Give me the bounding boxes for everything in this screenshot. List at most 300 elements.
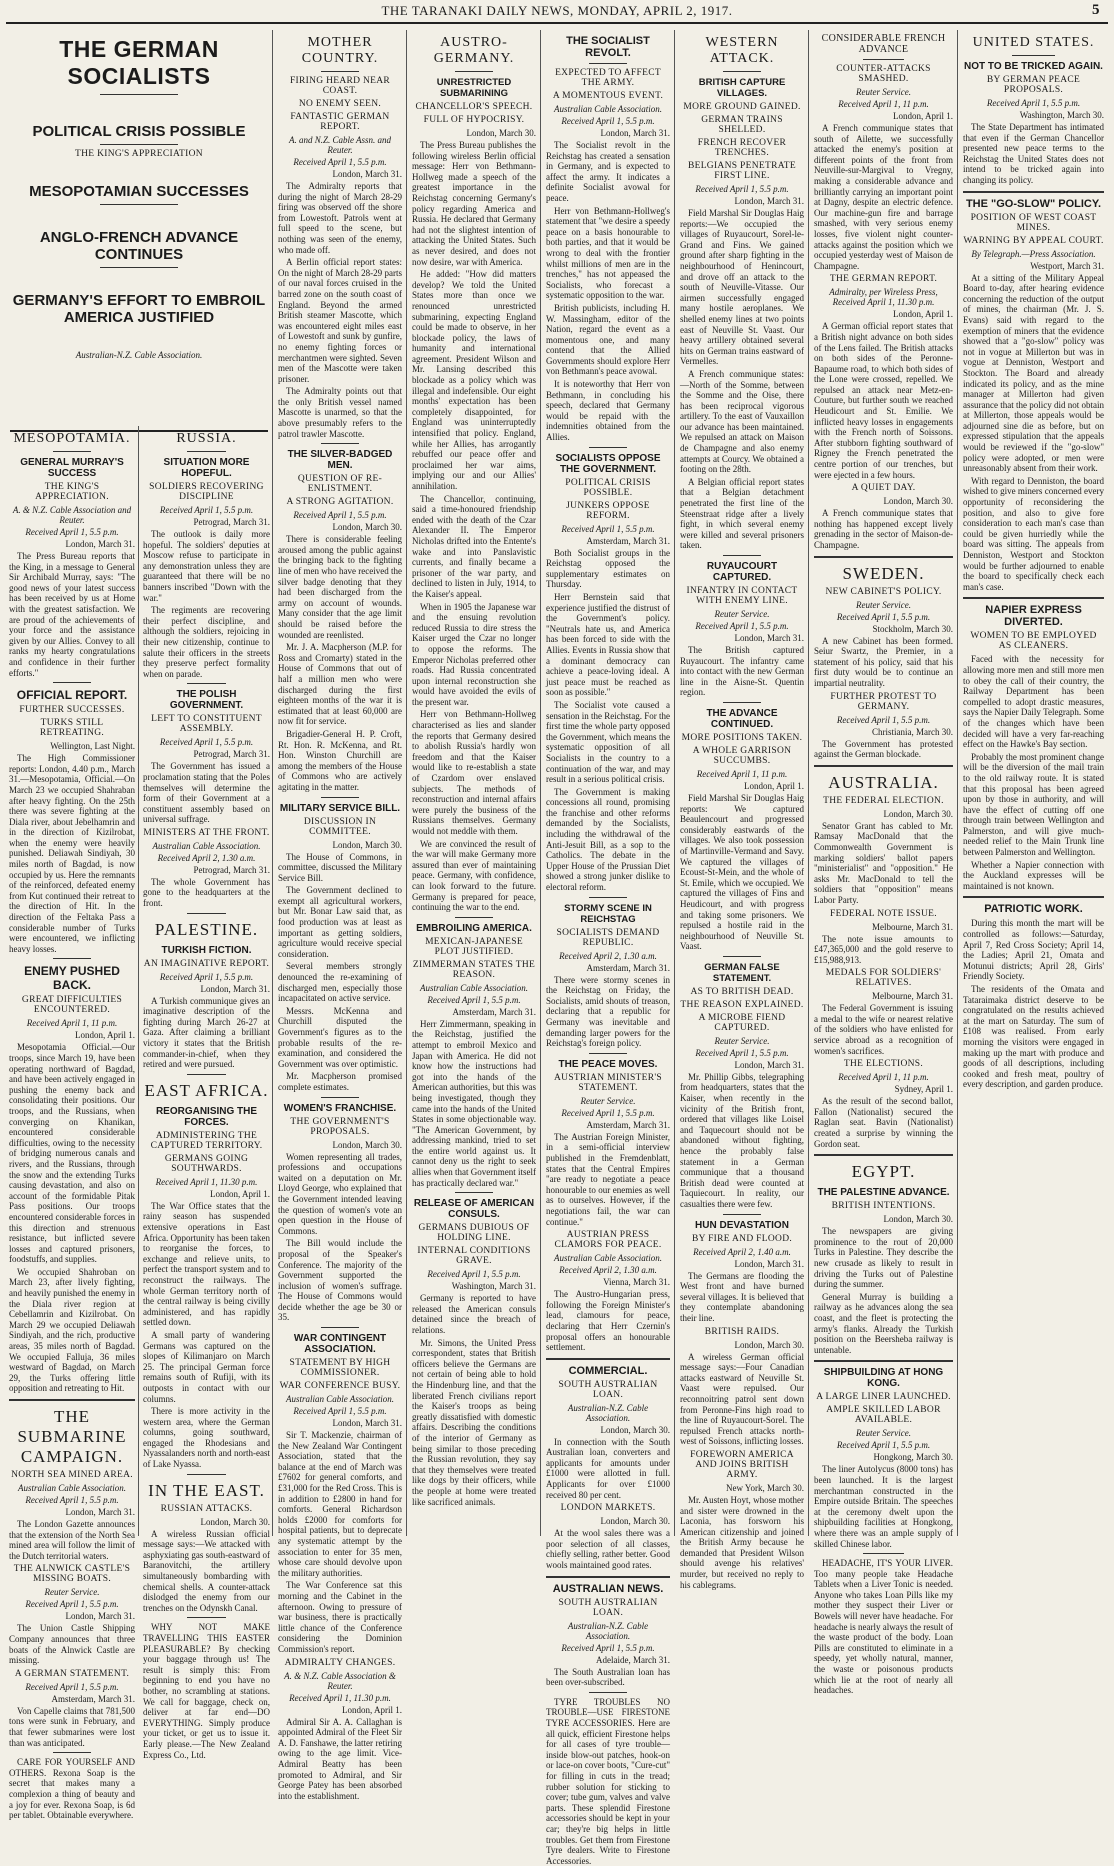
captured-territory-sub: ADMINISTERING THE CAPTURED TERRITORY. [150, 1130, 263, 1151]
column-8 [959, 30, 1108, 1536]
momentous-event-sub: A MOMENTOUS EVENT. [552, 91, 664, 101]
american-consuls-heading: RELEASE OF AMERICAN CONSULS. [413, 1198, 535, 1221]
zimmerman-reason-sub: ZIMMERMAN STATES THE REASON. [412, 959, 536, 980]
col5-received-5: Received April 2, 1.30 a.m. [559, 1265, 657, 1276]
admiralty-changes-heading: ADMIRALTY CHANGES. [284, 1657, 396, 1668]
poles-proclamation-text: The Government has issued a proclamation stating that the Poles themselves will determine the form of their Government at a constituent assembly based on universal suffrage. [143, 761, 270, 825]
soldiers-discipline-sub: SOLDIERS RECOVERING DISCIPLINE [149, 482, 264, 502]
col5-received: Received April 1, 5.5 p.m. [561, 116, 655, 126]
col5-agency-8: Australian-N.Z. Cable Association. [567, 1620, 649, 1641]
col2-agency-3: Australian Cable Association. [152, 840, 261, 851]
express-company-advert: WHY NOT MAKE TRAVELLING THIS EASTER PLEASURABLE? By checking your baggage through us! The result is simply this: From beginning to end you have no bother, no scrambling at stations. We call for baggage, check on, deliver at far end—DO EVERYTHING. Simply produce your ticket, or get us to issue it. Early please.—The New Zealand Express Co., Ltd. [143, 1622, 270, 1760]
col7-dateline-10: London, March 30. [883, 1214, 953, 1225]
east-africa-heading: EAST AFRICA. [144, 1080, 269, 1100]
col1-received: Received April 1, 5.5 p.m. [25, 527, 119, 537]
col2-dateline: Petrograd, March 31. [193, 517, 270, 527]
col4-received-2: Received April 1, 5.5 p.m. [427, 994, 521, 1005]
col5-agency: Australian Cable Association. [553, 104, 663, 114]
war-office-text: The War Office states that the rainy season has suspended extensive operations in East Africa. Opportunity has been taken to reorganise the forces, to exchange and relieve units, to perfect the transport system and to reconstruct the railways. The whole German territory north of the central railway is being civilly administered, and has rapidly settled down. [143, 1200, 270, 1328]
commons-committee-text: The House of Commons, in committee, discussed the Military Service Bill. [278, 851, 402, 883]
medals-heading: MEDALS FOR SOLDIERS' RELATIVES. [825, 968, 942, 989]
mascotte-text: The Admiralty points out that the only British vessel named Mascotte is unarmed, so that the above presumably refers to the patrol trawler Mascotte. [278, 386, 402, 439]
col4-received-3: Received April 1, 5.5 p.m. [427, 1269, 521, 1280]
belgians-penetrate-sub: BELGIANS PENETRATE FIRST LINE. [687, 161, 797, 181]
autolycus-text: The liner Autolycus (8000 tons) has been launched. It is the largest merchantman constructed in the Empire outside Britain. The speeches at the ceremony dwelt upon the shipbuilding facilities at Hongkong, where there was an ample supply of skilled Chinese labor. [814, 1464, 953, 1549]
disputed-figures-text: Messrs. McKenna and Churchill disputed the Government's figures as to the probable results of the re-examination, and considered the Government was over optimistic. [278, 1005, 402, 1069]
united-states-heading: UNITED STATES. [972, 35, 1095, 50]
col1-dateline-3: London, April 1. [75, 1030, 135, 1041]
col4-dateline-3: Washington, March 31. [451, 1281, 536, 1292]
column-5 [542, 30, 675, 1866]
murray-success-heading: GENERAL MURRAY'S SUCCESS [20, 457, 124, 479]
how-matters-developed-text: He added: "How did matters develop? We told the United States more than once we renounced unrestricted submarining, expecting England could be made to observe, in her blockade policy, the laws of humanity and international agreement. President Wilson and Mr. Lansing described this blockade as a policy which was illegal and indefensible. Our eight months' expectation has been completely disappointed, for England was uninterruptedly intensified that policy. England, while her Allies, has arrogantly rebuffed our peace offer and proclaimed her war aims, implying our and our Allies' annihilation. [412, 269, 536, 491]
kilimanjaro-text: A small party of wandering Germans was captured on the slopes of Kilimanjaro on March 25. The principal German force remains south of Rufiji, with its outposts in contact with our columns. [143, 1329, 270, 1404]
british-raids-heading: BRITISH RAIDS. [704, 1326, 780, 1337]
col7-dateline-11: Hongkong, March 30. [873, 1452, 953, 1463]
col7-dateline: London, April 1. [893, 111, 953, 121]
lead-sub-political: POLITICAL CRISIS POSSIBLE [32, 123, 246, 140]
federal-election-sub: THE FEDERAL ELECTION. [823, 795, 944, 806]
in-the-east-heading: IN THE EAST. [148, 1480, 265, 1500]
press-bureau-text: The Press Bureau publishes the following wireless Berlin official message: Herr von Bethmann-Hollweg made a speech of the greatest importance in the Reichstag concerning Germany's policy regarding America and Russia. He declared that Germany had not the slightest intention of attacking the United States. Such as never desired, and does not now desire, war with America. [412, 140, 536, 267]
col2-received-3: Received April 2, 1.30 a.m. [157, 852, 256, 863]
railway-department-text: Faced with the necessity for allowing more men and still more men to obey the call of their country, the Railway Department has been compelled to adopt drastic measures, says the Napier Daily Telegraph. Some of the changes which have been decided will have a very far-reaching effect on the Hawke's Bay section. [963, 654, 1104, 750]
sa-loan-text: In connection with the South Australian loan, converters and applicants for amounts under £1000 were allotted in full. Applicants for over £1000 received 80 per cent. [546, 1436, 670, 1500]
rout-turks-text: The newspapers are giving prominence to the rout of 20,000 Turks in Palestine. They describe the new crusade as likely to result in driving the Turks out of Palestine during the summer. [814, 1226, 953, 1290]
col6-dateline-3: London, April 1. [744, 780, 804, 791]
col3-agency-5: Australian Cable Association. [285, 1394, 395, 1405]
col5-received-8: Received April 1, 5.5 p.m. [561, 1642, 655, 1653]
column-2 [140, 426, 273, 1760]
col8-dateline: Washington, March 30. [1019, 110, 1104, 120]
enemy-pushed-back-heading: ENEMY PUSHED BACK. [24, 964, 120, 993]
col8-agency-2: By Telegraph.—Press Association. [971, 248, 1096, 259]
reason-explained-sub: THE REASON EXPLAINED. [680, 999, 804, 1010]
counter-attacks-sub: COUNTER-ATTACKS SMASHED. [836, 64, 931, 84]
col6-agency-2: Reuter Service. [714, 609, 770, 619]
quiet-day-heading: A QUIET DAY. [851, 483, 916, 494]
col6-dateline-6: London, March 30. [734, 1339, 804, 1350]
czar-friendship-text: The Chancellor, continuing, said a time-honoured friendship ended with the death of the Czar Alexander II. The Emperor Nicholas drifted into the Entente's wake and into Panslavistic currents, and finally became a prisoner of the war party, and declined to listen in July, 1914, to the Kaiser's appeal. [412, 493, 536, 599]
headache-advert: HEADACHE, IT'S YOUR LIVER. Too many people take Headache Tablets when a Liver Tonic is needed. Anyone who takes Loan Pills like my mother they suspect their Liver or Bowels will never have headache. For headache is nearly always the result of the waste product of the body. Loan Pills are constituted to eliminate in a speedy, yet wholly natural, manner, the waste or poisonous products which lie at the root of nearly all headaches. [814, 1558, 953, 1696]
col6-received-5: Received April 2, 1.40 a.m. [693, 1246, 791, 1257]
col5-dateline: London, March 31. [600, 128, 670, 138]
grenading-text: A French communique states that nothing has happened except lively grenading in the sector of Maison-de-Champagne. [814, 508, 953, 550]
polish-government-heading: THE POLISH GOVERNMENT. [169, 689, 244, 712]
col1-dateline-5: London, March 31. [65, 1611, 135, 1622]
mother-country-heading: MOTHER COUNTRY. [301, 35, 379, 66]
beaulencourt-text: Field Marshal Sir Douglas Haig reports: We captured Beaulencourt and progressed considerably eastwards of the villages. We also took possession of Martinville-Vermand and Savy. We captured the villages of Ecoust-St-Mein, and the whole of St. Emile, which we occupied. We captured the villages of Fins and Heudicourt, and with progress and taking some prisoners. We repulsed a hostile raid in the neighbourhood of Neuville St. Vaast. [680, 792, 804, 952]
col2-dateline-4: London, March 31. [200, 983, 270, 994]
senator-grant-text: Senator Grant has cabled to Mr. Ramsay MacDonald that the Commonwealth Government is marking soldiers' ballot papers "ministerialist" and "opposition." He asks Mr. MacDonald to tell the soldiers that "opposition" means Labor Party. [814, 820, 953, 905]
col7-received-11: Received April 1, 5.5 p.m. [836, 1440, 931, 1451]
elections-heading: THE ELECTIONS. [843, 1059, 924, 1070]
germans-southwards-sub: GERMANS GOING SOUTHWARDS. [164, 1153, 249, 1174]
western-attack-heading: WESTERN ATTACK. [705, 35, 779, 66]
col5-received-2: Received April 1, 5.5 p.m. [561, 523, 655, 534]
oversubscribed-text: The South Australian loan has been over-subscribed. [546, 1666, 670, 1688]
lead-headline: THE GERMAN SOCIALISTS [59, 36, 219, 89]
mesopotamia-heading: MESOPOTAMIA. [13, 431, 131, 446]
flooding-text: The Germans are flooding the West front and have burned several villages. It is believed that they contemplate abandoning their line. [680, 1270, 804, 1323]
lead-agency: Australian-N.Z. Cable Association. [75, 350, 203, 360]
col6-dateline-4: London, March 31. [734, 1059, 804, 1070]
lead-sub-mesopotamian: MESOPOTAMIAN SUCCESSES [29, 183, 249, 200]
british-dead-sub: AS TO BRITISH DEAD. [690, 986, 794, 997]
col1-dateline-4: London, March 31. [65, 1507, 135, 1517]
western-area-text: There is more activity in the western area, where the German columns, going southward, engaged the Rhodesians and Nyassalanders north and north-east of Lake Nyassa. [143, 1406, 270, 1470]
bethmann-statement-text: Herr von Bethmann-Hollweg's statement that "we desire a speedy peace on a basis honourable to both parties, and that it would be wrong to deal with the frontier whilst millions of men are in the trenches," has not appeased the Socialists, who forecast a systematic opposition to the war. [546, 205, 670, 301]
french-advance-heading: CONSIDERABLE FRENCH ADVANCE [821, 33, 946, 55]
socialist-vote-text: The Socialist vote caused a sensation in the Reichstag. For the first time the whole party opposed the Government, which means the systematic opposition of all Socialists in the country to a continuation of the war, and may result in a serious political crisis. [546, 699, 670, 785]
mesopotamia-official-text: Mesopotamia Official.—Our troops, since March 19, have been operating northward of Bagdad, and have been actively engaged in pushing the enemy back and consolidating their positions. Our troops, and the Russians, when converging on Khanikan, encountered considerable difficulties, owing to the necessity of bridging numerous canals and rivers, and the Russians, through the snow and the extending Turks causing devastation, and also on account of the formidable Pitak Pass positions. Our troops encountered considerable forces in this direction and strenuous resistance, but inflicted severe losses and captured prisoners, foodstuffs, and supplies. [9, 1042, 135, 1265]
denniston-text: With regard to Denniston, the board wished to give miners concerned every opportunity of reconsidering the position, and also to give fore consideration to each man's case than could be given hurriedly while the board was sitting. The appeals from Denniston, Westport and Stockton would be further adjourned to enable the board to specifically check each man's case. [963, 475, 1104, 592]
col6-dateline-5: London, March 31. [734, 1258, 804, 1269]
stormy-scenes-text: There were stormy scenes in the Reichstag on Friday, the Socialists, amid shouts of treason, declaring that a republic for Germany was inevitable and demanding larger powers for the Reichstag's foreign policy. [546, 974, 670, 1049]
berlin-official-text: A Berlin official report states: On the night of March 28-29 parts of our naval forces cruised in the barred zone on the south coast of England. Beyond the armed British steamer Mascotte, which was encountered eight miles east of Lowestoft and sunk by gunfire, no enemy fighting forces or merchantmen were sighted. Seven men of the Mascotte were taken prisoner. [278, 257, 402, 384]
trains-shelled-sub: GERMAN TRAINS SHELLED. [701, 115, 783, 135]
column-7 [810, 30, 958, 1696]
appeal-court-sub: WARNING BY APPEAL COURT. [963, 235, 1104, 246]
war-conference-text: The War Conference sat this morning and the Cabinet in the afternoon. Owing to pressure of war business, there is practically little chance of the Conference considering the Dominion Commission's report. [278, 1580, 402, 1654]
columns [6, 30, 1108, 1866]
col8-dateline-2: Westport, March 31. [1030, 260, 1104, 271]
col5-agency-4: Reuter Service. [580, 1095, 636, 1106]
silver-badge-text: There is considerable feeling aroused among the public against the bringing back to the fighting line of men who have received the silver badge denoting that they had been discharged from the army on account of wounds. Many consider that the age limit should be raised before the wounded are reenlisted. [278, 534, 402, 640]
palestine-heading: PALESTINE. [154, 919, 259, 939]
indemnities-text: It is noteworthy that Herr von Bethmann, in concluding his speech, declared that Germany would be repaid with the indemnities obtained from the Allies. [546, 379, 670, 443]
capture-villages-heading: BRITISH CAPTURE VILLAGES. [698, 77, 786, 99]
government-front-text: The whole Government has gone to the headquarters at the front. [143, 876, 270, 909]
col7-dateline-8: Melbourne, March 31. [872, 991, 953, 1002]
col6-received: Received April 1, 5.5 p.m. [695, 184, 789, 194]
austrian-minister-text: The Austrian Foreign Minister, in a semi-official interview published in the Fremdenblatt, states that the Central Empires "are ready to negotiate a peace honourable to our enemies as well as to ourselves. However, if the negotiations fail, the war can continue." [546, 1131, 670, 1227]
murray-railway-text: General Murray is building a railway as he advances along the sea coast, and the fleet is protecting the army's flanks. Already the Turkish position on the Beersheba railway is untenable. [814, 1291, 953, 1355]
appeal-board-text: At a sitting of the Military Appeal Board to-day, after hearing evidence concerning the reduction of the output of mines, the chairman (Mr. J. S. Evans) said with regard to the exemption of miners that the evidence showed that a "go-slow" policy was not in vogue at Millerton but was in vogue at Denniston, Westport and Stockton. The Board and already indicated its policy, and as the mine manager at Millerton had given assurance that the policy did not obtain at Millerton, those appeals would be adjourned sine die as before, but on expressed stipulation that the appeals would be reviewed if the "go-slow" policy were adopted, or men were unreasonably absent from their work. [963, 272, 1104, 474]
military-service-heading: MILITARY SERVICE BILL. [279, 802, 401, 814]
lies-slander-text: Herr von Bethmann-Hollweg characterised as lies and slander the reports that Germany desired to abolish Russia's hardly won freedom and that the Kaiser would like to re-establish a state of Czardom over enslaved subjects. The methods of reconstruction and internal affairs were purely the business of the Russians themselves. Germany would not meddle with them. [412, 709, 536, 836]
col2-received-4: Received April 1, 5.5 p.m. [159, 971, 254, 982]
egypt-heading: EGYPT. [851, 1162, 916, 1182]
column-lead [6, 30, 273, 1821]
mail-train-text: Probably the most prominent change will be the diversion of the mail train to the old railway route. It is stated that this proposal has been agreed upon by those in authority, and will have the effect of cutting off one through train between Wellington and Palmerston, and will give much-needed relief to the Main Trunk line between Palmerston and Wellington. [963, 751, 1104, 858]
further-successes-sub: FURTHER SUCCESSES. [19, 705, 125, 716]
shahroban-text: We occupied Shahroban on March 23, after lively fighting, and heavily punished the enemy in the Diala river region at Cebellamrin and Kizilrobat. On March 29 we occupied Deliawah Sindiyah, and the rich, productive areas, 35 miles north of Bagdad. We occupied Falluja, 36 miles westward of Bagdad, on March 29, the Turks offering little opposition and retreating to Hit. [9, 1266, 135, 1394]
king-message-text: The Press Bureau reports that the King, in a message to General Sir Archibald Murray, says: "The good news of your latest success has been received by us at Home with the greatest satisfaction. We are proud of the achievements of your force and the assistance given by our Allies. Convey to all ranks my hearty congratulations and confidence in their further efforts." [9, 551, 135, 678]
col5-agency-6: Australian-N.Z. Cable Association. [567, 1402, 649, 1423]
hindenburg-line-sub: GERMANS DUBIOUS OF HOLDING LINE. [418, 1223, 530, 1244]
japanese-war-text: When in 1905 the Japanese war and the ensuing revolution reduced Russia to dire stress the Kaiser urged the Czar no longer to oppose the reforms. The Emperor Nicholas preferred other roads. Had Russia concentrated upon internal reconstruction she would have avoided the evils of the present war. [412, 601, 536, 707]
canadian-attacks-text: A wireless German official message says:—Four Canadian attacks eastward of Neuville St. Vaast were repulsed. Our reconnoitring patrol sent down from Peronne-Fins high road to the line of Ruyaucourt-Sorel. The repulsed French attacks north-west of Soissons, inflicting losses. [680, 1351, 804, 1447]
not-tricked-heading: NOT TO BE TRICKED AGAIN. [964, 61, 1103, 72]
denounced-text: Several members strongly denounced the re-examining of discharged men, especially those incapacitated on active service. [278, 961, 402, 1004]
more-ground-sub: MORE GROUND GAINED. [683, 102, 801, 112]
german-statement-heading: A GERMAN STATEMENT. [14, 1668, 130, 1679]
strong-agitation-sub: A STRONG AGITATION. [286, 497, 394, 508]
col1-dateline-6: Amsterdam, March 31. [51, 1693, 135, 1704]
further-protest-heading: FURTHER PROTEST TO GERMANY. [830, 691, 937, 712]
col1-agency-5: Reuter Service. [44, 1587, 100, 1598]
submarine-campaign-heading: THE SUBMARINE CAMPAIGN. [17, 1407, 127, 1466]
go-slow-heading: THE "GO-SLOW" POLICY. [965, 197, 1102, 210]
blockade-protest-text: The Government has protested against the German blockade. [814, 738, 953, 760]
committee-sub: DISCUSSION IN COMMITTEE. [303, 816, 377, 837]
great-difficulties-sub: GREAT DIFFICULTIES ENCOUNTERED. [21, 995, 123, 1016]
col5-dateline-7: London, March 30. [600, 1516, 670, 1527]
british-intentions-sub: BRITISH INTENTIONS. [831, 1201, 936, 1212]
turks-retreating-sub: TURKS STILL RETREATING. [39, 718, 105, 739]
col1-received-6: Received April 1, 5.5 p.m. [25, 1681, 119, 1692]
german-report-heading: THE GERMAN REPORT. [829, 274, 938, 285]
speakers-conference-text: The Bill would include the proposal of the Speaker's Conference. The majority of the Government supported the inclusion of women's suffrage. The House of Commons would decide whether the age be 30 or 35. [278, 1238, 402, 1323]
ministers-front-heading: MINISTERS AT THE FRONT. [143, 827, 270, 838]
haig-report-text: Field Marshal Sir Douglas Haig reports:—We occupied the villages of Ruyaucourt, Sorel-le-Grand and Fins. We gained ground after sharp fighting in the neighbourhood of Henincourt, and drove off an attack to the south of Neuville-Vitasse. Our airmen successfully engaged many hostile aeroplanes. We shelled enemy lines at two points east of Neuville St. Vaast. Our heavy artillery obtained several hits on German trains eastward of Vermelles. [680, 208, 804, 367]
king-appreciation-sub: THE KING'S APPRECIATION. [35, 482, 109, 502]
lead-sub-germany: GERMANY'S EFFORT TO EMBROIL AMERICA JUSTIFIED [12, 292, 266, 326]
omata-residents-text: The residents of the Omata and Tataraimaka district deserve to be congratulated on the results achieved at the mart on Saturday. The sum of £108 was realised. From early morning the visitors were engaged in making up the mart with produce and goods of all descriptions, including cooked and fresh meat, poultry of every description, and garden produce. [963, 984, 1104, 1090]
firing-heard-sub: FIRING HEARD NEAR COAST. [289, 76, 391, 96]
col2-dateline-3: Petrograd, March 31. [193, 864, 270, 875]
simons-text: Mr. Simons, the United Press correspondent, states that British officers believe the Germans are not certain of being able to hold the Hindenburg line, and that the liberated French civilians report the Kaiser's troops as being greatly dissatisfied with domestic affairs. Describing the conditions of the interior of Germany as being similar to those preceding the Russian revolution, they say that they themselves were treated like dogs by their officers, while the people at home were treated like sacrificed animals. [412, 1337, 536, 1507]
column-1 [6, 426, 139, 1821]
official-report-heading: OFFICIAL REPORT. [16, 688, 128, 703]
north-sea-sub: NORTH SEA MINED AREA. [11, 1470, 133, 1480]
col3-agency-6: A. & N.Z. Cable Association & Reuter. [284, 1670, 396, 1691]
socialist-revolt-text: The Socialist revolt in the Reichstag has created a sensation in Germany, and is expected to affect the army. It indicates a definite Socialist avowal for peace. [546, 140, 670, 203]
constituent-assembly-sub: LEFT TO CONSTITUENT ASSEMBLY. [151, 714, 262, 735]
col4-dateline: London, March 30. [466, 128, 536, 138]
col6-dateline-2: London, March 31. [734, 633, 804, 643]
high-commissioner-sub: STATEMENT BY HIGH COMMISSIONER. [289, 1358, 391, 1379]
swartz-text: A new Cabinet has been formed. Seiur Swartz, the Premier, in a statement of his policy, said that his first duty would be to continue an impartial neutrality. [814, 635, 953, 688]
col2-dateline-2: Petrograd, March 31. [193, 749, 270, 760]
col6-received-4: Received April 1, 5.5 p.m. [695, 1047, 789, 1058]
col7-dateline-3: London, March 30. [883, 496, 953, 507]
socialist-groups-text: Both Socialist groups in the Reichstag opposed the supplementary estimates on Thursday. [546, 547, 670, 590]
west-coast-mines-sub: POSITION OF WEST COAST MINES. [970, 212, 1097, 233]
col3-dateline: London, March 31. [332, 169, 402, 179]
womens-franchise-heading: WOMEN'S FRANCHISE. [283, 1102, 397, 1114]
high-commissioner-text: The High Commissioner reports: London, 4.40 p.m., March 31.—Mesopotamia, Official.—On March 23 we occupied Shahraban after heavy fighting. On the 25th there was severe fighting at the Diala river, about Jebelhamrin and in the direction of Kizilrobat, when the enemy were heavily punished. Deliawah Sindiyah, 30 miles north of Bagdad, is now occupied by us. Here the remnants of the reinforced, defeated enemy from Kut continued their retreat to the direction of Hit. In the direction of the Feltaka Pass a considerable number of Turks were encountered, we inflicting heavy losses. [9, 753, 135, 954]
russia-heading: RUSSIA. [176, 431, 237, 446]
col5-agency-5: Australian Cable Association. [553, 1253, 663, 1264]
sweden-heading: SWEDEN. [842, 563, 925, 583]
col6-received-2: Received April 1, 5.5 p.m. [695, 621, 789, 631]
ruyaucourt-text: The British captured Ruyaucourt. The infantry came into contact with the new German line in the Aisne-St. Quentin region. [680, 645, 804, 698]
lead-headlines [10, 36, 268, 432]
london-markets-heading: LONDON MARKETS. [560, 1503, 656, 1514]
estimates-text: Mr. Macpherson promised complete estimates. [278, 1071, 402, 1092]
col7-agency-4: Reuter Service. [856, 599, 911, 610]
col5-dateline-8: Adelaide, March 31. [596, 1654, 670, 1665]
sa-loan-sub-2: SOUTH AUSTRALIAN LOAN. [558, 1597, 658, 1618]
silver-badged-heading: THE SILVER-BADGED MEN. [287, 449, 393, 472]
london-gazette-text: The London Gazette announces that the extension of the North Sea mined area will follow the limit of the Dutch territorial waters. [9, 1519, 135, 1561]
russian-attacks-sub: RUSSIAN ATTACKS. [160, 1503, 253, 1514]
col1-received-4: Received April 1, 5.5 p.m. [25, 1495, 119, 1505]
turkish-fiction-heading: TURKISH FICTION. [161, 944, 252, 956]
consuls-released-text: Germany is reported to have released the American consuls detained since the breach of relations. [412, 1293, 536, 1336]
affect-army-sub: EXPECTED TO AFFECT THE ARMY. [555, 68, 661, 88]
advance-continued-heading: THE ADVANCE CONTINUED. [706, 707, 778, 730]
garrison-succumbs-sub: A WHOLE GARRISON SUCCUMBS. [692, 745, 792, 766]
belgian-report-text: A Belgian official report states that a Belgian detachment penetrated the first line of the Steenstraat ridge after a lively fight, in which several enemy were killed and several prisoners taken. [680, 476, 804, 551]
commercial-heading: COMMERCIAL. [568, 1364, 648, 1377]
col7-received: Received April 1, 11 p.m. [838, 99, 929, 109]
masthead [6, 0, 1108, 24]
lead-sub-king: THE KING'S APPRECIATION [75, 149, 203, 159]
austrian-minister-sub: AUSTRIAN MINISTER'S STATEMENT. [554, 1072, 662, 1093]
new-cabinet-sub: NEW CABINET'S POLICY. [825, 586, 942, 597]
hun-devastation-heading: HUN DEVASTATION [695, 1219, 789, 1231]
women-cleaners-sub: WOMEN TO BE EMPLOYED AS CLEANERS. [970, 631, 1097, 652]
french-recover-sub: FRENCH RECOVER TRENCHES. [697, 138, 787, 158]
alnwick-castle-heading: THE ALNWICK CASTLE'S MISSING BOATS. [13, 1564, 131, 1585]
peace-proposals-sub: BY GERMAN PEACE PROPOSALS. [986, 75, 1081, 95]
col6-dateline-7: New York, March 30. [726, 1482, 804, 1493]
col5-dateline-5: Vienna, March 31. [603, 1277, 670, 1288]
col5-dateline-3: Amsterdam, March 31. [586, 962, 670, 973]
bernstein-text: Herr Bernstein said that experience justified the distrust of the Government's policy. "Neutrals hate us, and America has been forced to side with the Allies. Events in Russia show that a dominant democracy can achieve a peace-loving ideal. A just peace must be reached as soon as possible." [546, 592, 670, 698]
french-communique-text: A French communique states:—North of the Somme, between the Somme and the Oise, there has been reciprocal vigorous artillery. To the east of Vauxaillon our advance has been maintained. We repulsed an attack on Maison de Champagne and also enemy attempts at Courcy. We obtained a footing on the 28th. [680, 368, 804, 475]
col3-received: Received April 1, 5.5 p.m. [293, 157, 387, 167]
austro-hungarian-press-text: The Austro-Hungarian press, following the Foreign Minister's lead, clamours for peace, declaring that Herr Czernin's proposal offers an honourable settlement. [546, 1289, 670, 1353]
stormy-scene-heading: STORMY SCENE IN REICHSTAG [564, 902, 652, 925]
col2-dateline-5: London, April 1. [210, 1188, 270, 1199]
col5-received-4: Received April 1, 5.5 p.m. [561, 1107, 655, 1118]
internal-conditions-sub: INTERNAL CONDITIONS GRAVE. [417, 1246, 531, 1267]
war-conference-sub: WAR CONFERENCE BUSY. [279, 1381, 401, 1392]
no-enemy-sub: NO ENEMY SEEN. [298, 99, 382, 109]
col7-dateline-4: Stockholm, March 30. [872, 623, 953, 634]
agricultural-text: The Government declined to exempt all agricultural workers, but Mr. Bonar Law said that, as food production was at least as important as getting soldiers, agriculture would receive special consideration. [278, 885, 402, 959]
palestine-advance-heading: THE PALESTINE ADVANCE. [817, 1187, 950, 1199]
col7-received-2: Admiralty, per Wireless Press, Received April 1, 11.30 p.m. [829, 287, 938, 308]
ruyaucourt-heading: RUYAUCOURT CAPTURED. [706, 561, 778, 583]
col3-received-5: Received April 1, 5.5 p.m. [293, 1406, 387, 1417]
situation-hopeful-heading: SITUATION MORE HOPEFUL. [163, 457, 250, 479]
false-statement-heading: GERMAN FALSE STATEMENT. [704, 961, 780, 984]
col6-received-3: Received April 1, 11 p.m. [696, 768, 788, 779]
col1-received-5: Received April 1, 5.5 p.m. [25, 1599, 119, 1610]
col7-received-5: Received April 1, 5.5 p.m. [836, 714, 931, 725]
zimmermann-text: Herr Zimmermann, speaking in the Reichstag, justified the attempt to embroil Mexico and Japan with America. He did not know how the instructions had got into the hands of the American authorities, but this was being investigated, though they came into the hands of the United States in some objectionable way. "The American Government, by addressing mankind, tried to set the entire world against us. It cannot deny us the right to seek allies when that Government itself has practically declared war." [412, 1018, 536, 1188]
skilled-labor-sub: AMPLE SKILLED LABOR AVAILABLE. [826, 1405, 941, 1426]
reorganising-heading: REORGANISING THE FORCES. [155, 1105, 258, 1128]
col3-dateline-5: London, March 31. [332, 1418, 402, 1429]
col2-received-5: Received April 1, 11.30 p.m. [155, 1176, 258, 1187]
ailette-text: A French communique states that south of Ailette, we successfully attacked the enemy's position at different points of the front from Neuville-sur-Margival to Vregny, making a considerable advance and brilliantly carrying an important point at Dagny, despite an electric defence. Our machine-gun fire and barrage smashed, with very serious enemy losses, five violent night counter-attacks against the position which we occupied yesterday west of Maison de Champagne. [814, 123, 953, 271]
col7-agency-11: Reuter Service. [856, 1428, 911, 1439]
fire-flood-sub: BY FIRE AND FLOOD. [691, 1233, 793, 1244]
page-number: 5 [1092, 2, 1100, 18]
column-4 [408, 30, 541, 1536]
australian-news-heading: AUSTRALIAN NEWS. [552, 1582, 664, 1595]
austrian-press-heading: AUSTRIAN PRESS CLAMORS FOR PEACE. [554, 1230, 662, 1251]
col3-agency: A. and N.Z. Cable Assn. and Reuter. [288, 135, 392, 155]
col7-received-4: Received April 1, 5.5 p.m. [836, 611, 931, 622]
lead-sub-anglo-french: ANGLO-FRENCH ADVANCE CONTINUES [39, 229, 239, 263]
hypocrisy-sub: FULL OF HYPOCRISY. [423, 115, 525, 125]
concessions-text: The Government is making concessions all round, promising the franchise and other reforms demanded by the Socialists, including the withdrawal of the Anti-Jesuit Bill, as a sop to the Catholics. The debate in the Upper House of the Prussian Diet showed a strong junker dislike to electoral reform. [546, 786, 670, 893]
rexona-advert: CARE FOR YOURSELF AND OTHERS. Rexona Soap is the secret that makes many a complexion a thing of beauty and a joy for ever. Rexona Soap, is 6d per tablet. Obtainable everywhere. [9, 1757, 135, 1821]
column-3 [274, 30, 407, 1801]
patriotic-work-heading: PATRIOTIC WORK. [984, 903, 1083, 916]
result-of-war-text: We are convinced the result of the war will make Germany more assured than ever of maintaining peace. Germany, with confidence, can look forward to the future. Germany is prepared for peace, continuing the war to the end. [412, 838, 536, 913]
mexican-japanese-sub: MEXICAN-JAPANESE PLOT JUSTIFIED. [425, 936, 523, 957]
col2-received-2: Received April 1, 5.5 p.m. [159, 737, 254, 748]
col1-agency-4: Australian Cable Association. [17, 1483, 127, 1493]
regiments-text: The regiments are recovering their perfect discipline, and although the soldiers, rejoicing in their new citizenship, continue to salute their officers in the streets they preserve perfect formality when on parade. [143, 605, 270, 679]
napier-express-heading: NAPIER EXPRESS DIVERTED. [985, 604, 1082, 629]
junkers-oppose-sub: JUNKERS OPPOSE REFORM. [566, 500, 650, 521]
lloyd-george-text: Women representing all trades, professions and occupations waited on a deputation on Mr. Lloyd George, who explained that the Government intended leaving the question of women's vote an open question in the House of Commons. [278, 1151, 402, 1236]
firestone-advert: TYRE TROUBLES NO TROUBLE—USE FIRESTONE TYRE ACCESSORIES. Here are all quick, efficient Firestone helps for all cases of tyre trouble—inside blow-out patches, hook-on or lace-on cover boots, "Cure-cut" for filling in cuts in the tread; rubber solution for sticking to cover; tube gum, valves and valve parts. These splendid Firestone accessories should be kept in your car; they're big helps in little troubles. Get them from Firestone Tyre dealers. Write to Firestone Accessories. [546, 1696, 670, 1866]
col4-agency-2: Australian Cable Association. [419, 982, 529, 993]
socialists-oppose-heading: SOCIALISTS OPPOSE THE GOVERNMENT. [555, 452, 661, 475]
macpherson-text: Mr. J. A. Macpherson (M.P. for Ross and Cromarty) stated in the House of Commons that out of half a million men who were discharged during the first eighteen months of the war it is estimated that at least 60,000 are now fit for service. [278, 642, 402, 727]
hong-kong-heading: SHIPBUILDING AT HONG KONG. [823, 1367, 944, 1390]
col5-dateline-4: Amsterdam, March 31. [586, 1119, 670, 1130]
col7-dateline-9: Sydney, April 1. [894, 1084, 953, 1095]
governments-proposals-sub: THE GOVERNMENT'S PROPOSALS. [290, 1116, 390, 1137]
turkish-communique-text: A Turkish communique gives an imaginative description of the fighting during March 26-27 at Gaza. After claiming a brilliant victory it states that the British commander-in-chief, when they retired and were pursued. [143, 995, 270, 1070]
col3-received-2: Received April 1, 5.5 p.m. [293, 510, 387, 521]
foreworn-america-heading: FOREWORN AMERICA AND JOINS BRITISH ARMY. [690, 1449, 794, 1480]
second-ballot-text: As the result of the second ballot, Fallon (Nationalist) secured the Raglan seat. Bavin (Nationalist) created a surprise by winning the Gordon seat. [814, 1096, 953, 1149]
war-contingent-heading: WAR CONTINGENT ASSOCIATION. [293, 1333, 387, 1356]
imaginative-report-sub: AN IMAGINATIVE REPORT. [143, 958, 270, 969]
column-6 [676, 30, 809, 1590]
col7-received-9: Received April 1, 11 p.m. [838, 1072, 929, 1083]
napier-connection-text: Whether a Napier connection with the Auckland expresses will be maintained is not known. [963, 859, 1104, 891]
col3-dateline-3: London, March 30. [332, 839, 402, 850]
col7-agency: Reuter Service. [856, 87, 911, 97]
wool-sales-text: At the wool sales there was a poor selection of all classes, chiefly selling, rather better. Good wools maintained good rates. [546, 1528, 670, 1571]
re-enlistment-sub: QUESTION OF RE-ENLISTMENT. [297, 474, 383, 495]
state-department-text: The State Department has intimated that even if the German Chancellor presented new peace terms to the Reichstag the United States does not intend to be tricked again into changing its policy. [963, 122, 1104, 185]
unrestricted-submarining-heading: UNRESTRICTED SUBMARINING [436, 77, 512, 99]
note-issue-text: The note issue amounts to £47,365,000 and the gold reserve to £15,988,913. [814, 933, 953, 965]
german-official-text: A German official report states that a British night advance on both sides of the Lens failed. The British attacks on both sides of the Peronne-Bapaume road, to which both sides of the Lone were crossed, repelled. We repulsed an attack near Metz-en-Couture, but further south we reached Heudicourt and St. Emilie. We inflicted heavy losses in engagements with the French north of Soissons. After stubborn fighting southward of Rigney the French penetrated the centre portion of our trenches, but were ejected in a few hours. [814, 321, 953, 480]
gibbs-text: Mr. Phillip Gibbs, telegraphing from headquarters, states that the Kaiser, when recently in the vicinity of the British front, ordered that villages like Loisel and Taquecourt should not be abandoned without fighting, hence the probably false statement in a German communique that a thousand British dead were counted at Taquiecourt. In reality, our casualties there were few. [680, 1071, 804, 1209]
col1-received-3: Received April 1, 11 p.m. [26, 1018, 118, 1029]
col2-received: Received April 1, 5.5 p.m. [159, 505, 254, 515]
mackenzie-text: Sir T. Mackenzie, chairman of the New Zealand War Contingent Association, stated that the balance at the end of March was £7602 for general comforts, and £31,000 for the Red Cross. This is in addition to £2800 in hand for comforts. General Richardson holds £2000 for comforts for hospital patients, but to deprecate any systematic attempt by the association to enter for 35 men, whose care should devolve upon the military authorities. [278, 1430, 402, 1578]
col3-dateline-6: London, April 1. [342, 1704, 402, 1715]
admiralty-reports-text: The Admiralty reports that during the night of March 28-29 firing was observed off the shore from Lowestoft. Patrols went at full speed to the scene, but nothing was seen of the enemy, who made off. [278, 181, 402, 255]
liner-launched-sub: A LARGE LINER LAUNCHED. [816, 1392, 951, 1403]
col7-dateline-5: Christiania, March 30. [872, 726, 953, 737]
infantry-contact-sub: INFANTRY IN CONTACT WITH ENEMY LINE. [686, 586, 798, 606]
col7-dateline-2: London, April 1. [893, 309, 953, 320]
demand-republic-sub: SOCIALISTS DEMAND REPUBLIC. [556, 927, 660, 948]
col5-received-3: Received April 2, 1.30 a.m. [559, 950, 657, 961]
massingham-text: British publicists, including H. W. Massingham, editor of the Nation, regard the event as a momentous one, and many contend that the Allied Governments should explore Herr von Bethmann's peace avowal. [546, 302, 670, 377]
col7-dateline-6: London, March 30. [883, 808, 953, 819]
russian-wireless-text: A wireless Russian official message says:—We attacked with asphyxiating gas south-eastward of Baranovitchi, the artillery simultaneously bombarding with chemical shells. A counter-attack dislodged the enemy from our trenches on the Odynskh Canal. [143, 1528, 270, 1613]
embroiling-america-heading: EMBROILING AMERICA. [416, 922, 532, 934]
more-positions-sub: MORE POSITIONS TAKEN. [681, 732, 803, 743]
von-capelle-text: Von Capelle claims that 781,500 tons were sunk in February, and that fewer submarines were lost than was anticipated. [9, 1705, 135, 1748]
col6-dateline: London, March 31. [734, 196, 804, 206]
political-crisis-sub: POLITICAL CRISIS POSSIBLE. [565, 477, 651, 498]
fantastic-report-sub: FANTASTIC GERMAN REPORT. [290, 112, 390, 132]
hoyt-text: Mr. Austen Hoyt, whose mother and sister were drowned in the Laconia, has forsworn his American citizenship and joined the British Army because he demanded that President Wilson should avenge his relatives' murder, but received no reply to his cablegrams. [680, 1494, 804, 1590]
mart-schedule-text: During this month the mart will be controlled as follows:—Saturday, April 7, Red Cross Society; April 14, the Ladies; April 21, Omata and Motunui districts; April 28, Girls' Friendly Society. [963, 918, 1104, 982]
sa-loan-sub: SOUTH AUSTRALIAN LOAN. [558, 1379, 658, 1400]
chancellor-speech-sub: CHANCELLOR'S SPEECH. [415, 102, 533, 112]
